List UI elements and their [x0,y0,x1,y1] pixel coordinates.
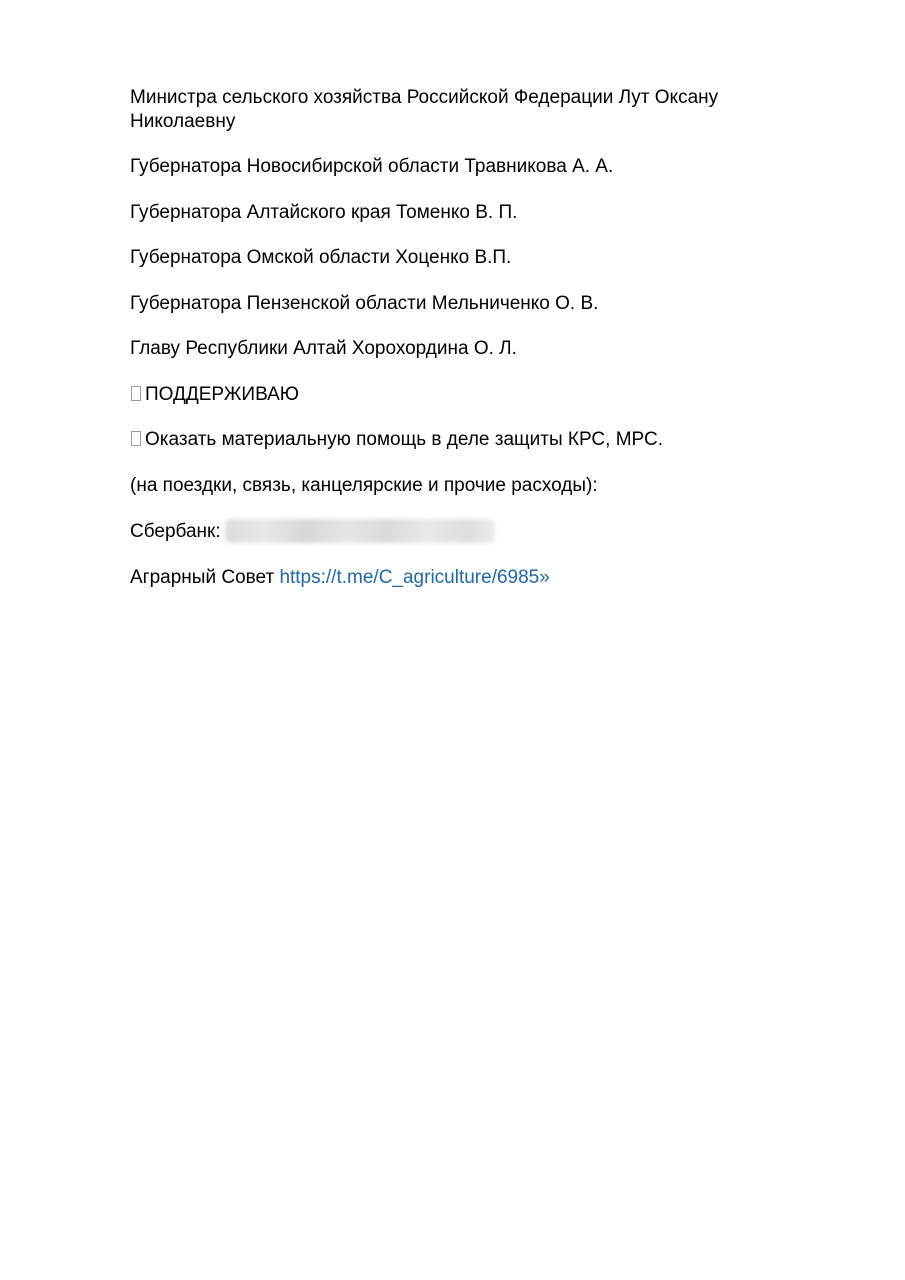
paragraph-agrarian-council [130,566,790,590]
document-body [130,86,790,611]
paragraph-governor-penza: Губернатора Пензенской области Мельниченко О. В. [130,292,599,314]
council-link[interactable]: https://t.me/C_agriculture/6985» [279,566,550,588]
paragraph-sberbank [130,519,790,544]
support-text: ПОДДЕРЖИВАЮ [145,383,299,405]
paragraph-governor-novosibirsk: Губернатора Новосибирской области Травникова А. А. [130,156,614,177]
redacted-card-number [225,519,495,543]
council-label: Аграрный Совет [130,566,275,588]
paragraph-support [130,383,790,407]
help-text: Оказать материальную помощь в деле защиты КРС, МРС. [145,429,664,450]
paragraph-governor-altai-krai: Губернатора Алтайского края Томенко В. П. [130,201,518,223]
missing-glyph-icon [131,386,141,401]
paragraph-head-altai-republic: Главу Республики Алтай Хорохордина О. Л. [130,338,517,359]
paragraph-governor-omsk: Губернатора Омской области Хоценко В.П. [130,247,512,268]
sberbank-label: Сбербанк: [130,521,221,542]
paragraph-help [130,428,790,452]
paragraph-minister: Министра сельского хозяйства Российской Федерации Лут Оксану Николаевну [130,87,719,132]
missing-glyph-icon [131,431,141,446]
paragraph-expenses: (на поездки, связь, канцелярские и прочие расходы): [130,474,598,496]
